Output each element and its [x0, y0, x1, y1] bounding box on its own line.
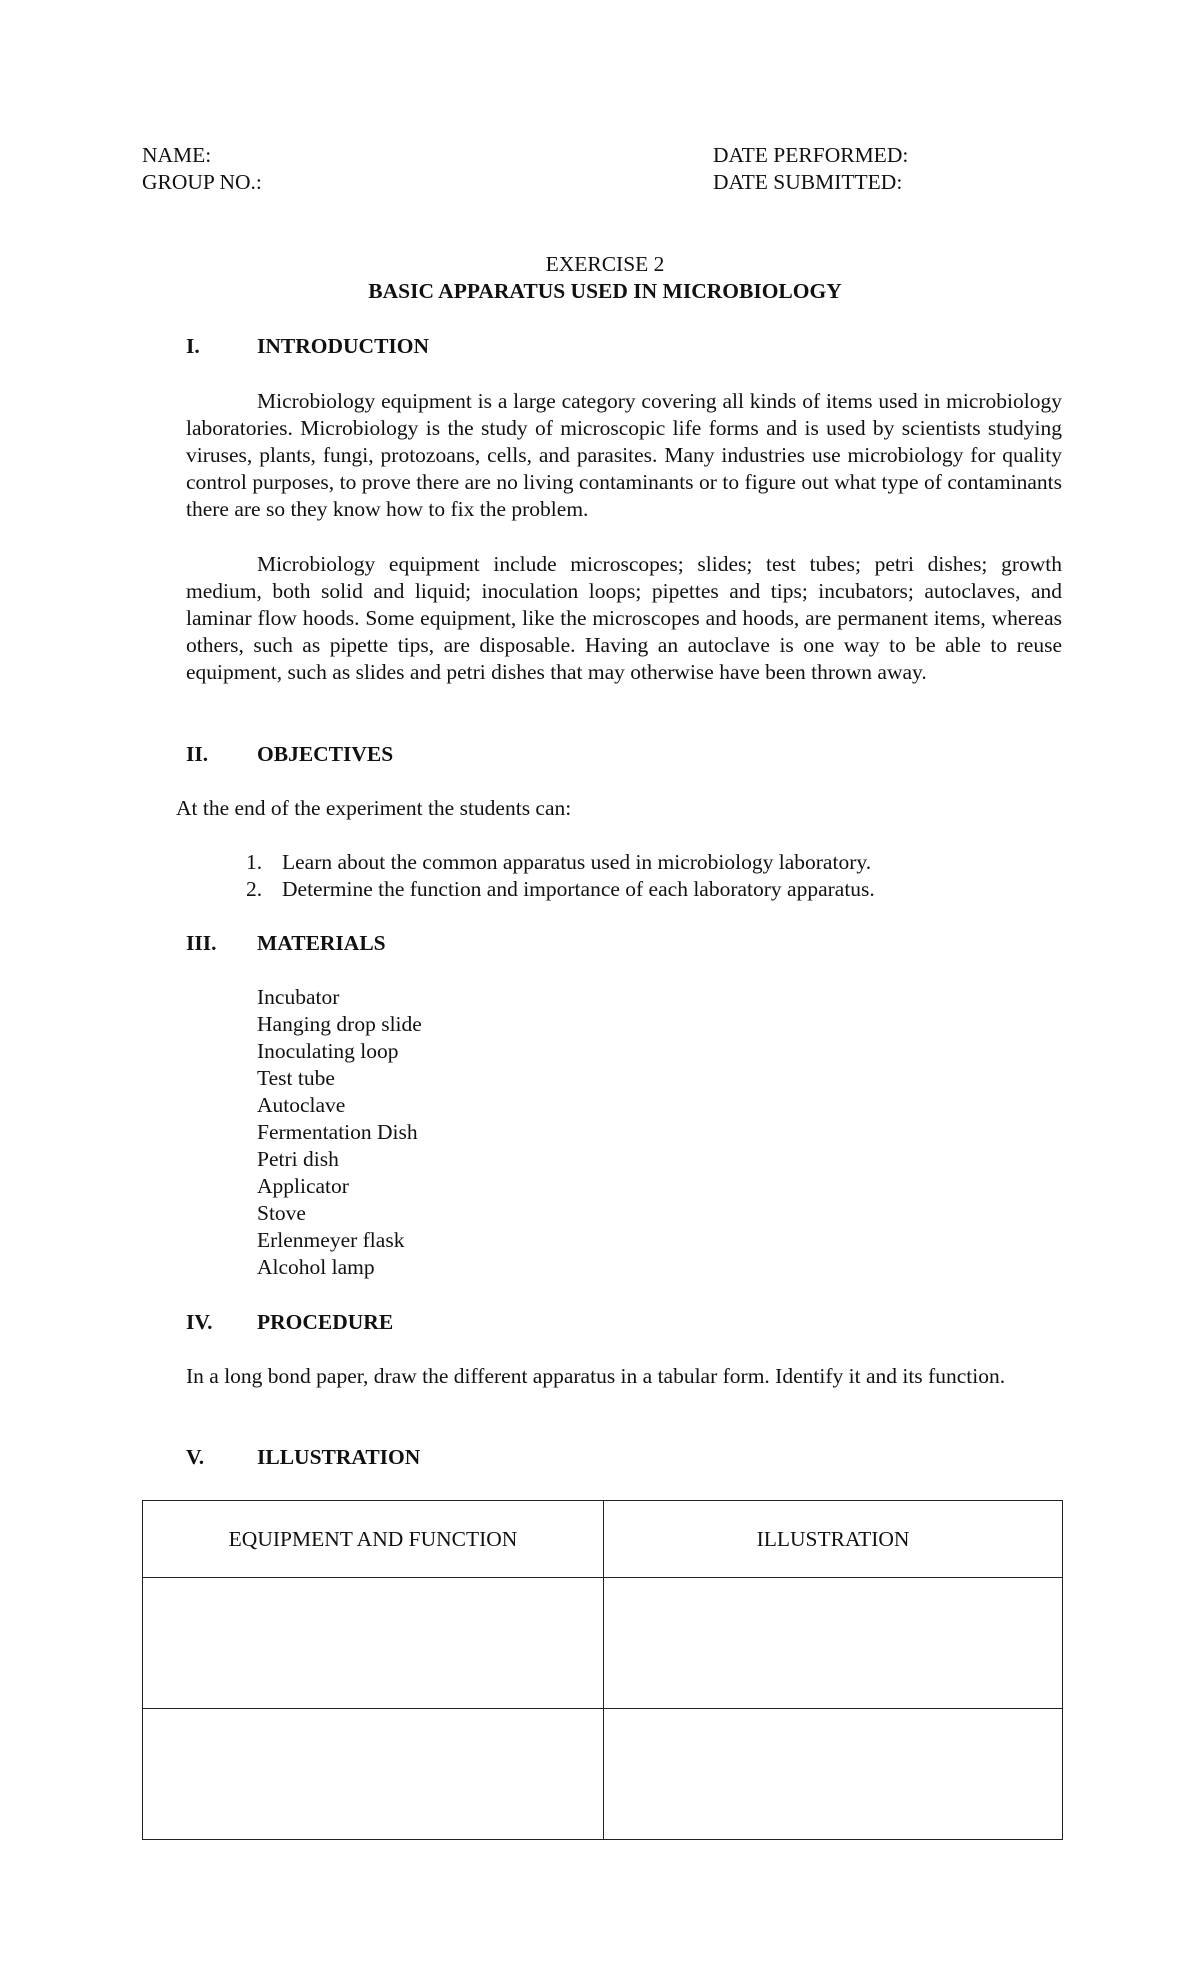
objective-number: 2. [246, 877, 263, 901]
list-item: Fermentation Dish [257, 1120, 418, 1144]
exercise-number: EXERCISE 2 [545, 252, 665, 276]
objective-text: Learn about the common apparatus used in microbiology laboratory. [282, 850, 872, 874]
table-cell-illustration[interactable] [604, 1709, 1063, 1840]
column-header-illustration: ILLUSTRATION [604, 1501, 1063, 1578]
exercise-title: BASIC APPARATUS USED IN MICROBIOLOGY [368, 279, 842, 303]
section-number-objectives: II. [186, 742, 209, 766]
introduction-paragraph-2-text: Microbiology equipment include microscopes; slides; test tubes; petri dishes; growth medium, both solid and liquid; inoculation loops; pipettes and tips; incubators; autoclaves, and laminar flow hoods. Some equipment, like the microscopes and hoods, are permanent items, whereas others, such as pipette tips, are disposable. Having an autoclave is one way to be able to reuse equipment, such as slides and petri dishes that may otherwise have been thrown away. [186, 552, 1062, 684]
section-title-objectives: OBJECTIVES [257, 742, 394, 766]
table-cell-equipment[interactable] [143, 1709, 604, 1840]
introduction-paragraph-1-text: Microbiology equipment is a large category covering all kinds of items used in microbiology laboratories. Microbiology is the study of microscopic life forms and is used by scientists studying viruses, plants, fungi, protozoans, cells, and parasites. Many industries use microbiology for quality control purposes, to prove there are no living contaminants or to figure out what type of contaminants there are so they know how to fix the problem. [186, 389, 1062, 521]
date-performed-label: DATE PERFORMED: [713, 143, 909, 167]
list-item: Autoclave [257, 1093, 346, 1117]
section-number-introduction: I. [186, 334, 200, 358]
table-cell-equipment[interactable] [143, 1578, 604, 1709]
list-item: Hanging drop slide [257, 1012, 422, 1036]
date-submitted-label: DATE SUBMITTED: [713, 170, 903, 194]
section-title-illustration: ILLUSTRATION [257, 1445, 421, 1469]
list-item: Test tube [257, 1066, 335, 1090]
table-row [143, 1578, 1063, 1709]
group-number-label: GROUP NO.: [142, 170, 262, 194]
list-item: Stove [257, 1201, 306, 1225]
illustration-table [142, 1500, 1063, 1840]
objective-text: Determine the function and importance of each laboratory apparatus. [282, 877, 875, 901]
list-item: Inoculating loop [257, 1039, 399, 1063]
table-cell-illustration[interactable] [604, 1578, 1063, 1709]
introduction-paragraph-2 [186, 551, 1062, 686]
section-title-materials: MATERIALS [257, 931, 386, 955]
section-number-illustration: V. [186, 1445, 205, 1469]
objectives-lead: At the end of the experiment the students can: [176, 796, 572, 820]
procedure-text: In a long bond paper, draw the different apparatus in a tabular form. Identify it and its function. [186, 1364, 1006, 1388]
name-label: NAME: [142, 143, 212, 167]
list-item [246, 849, 875, 876]
list-item: Incubator [257, 985, 340, 1009]
objective-number: 1. [246, 850, 263, 874]
list-item: Petri dish [257, 1147, 339, 1171]
table-row [143, 1709, 1063, 1840]
section-number-procedure: IV. [186, 1310, 213, 1334]
list-item: Alcohol lamp [257, 1255, 375, 1279]
list-item: Applicator [257, 1174, 349, 1198]
section-number-materials: III. [186, 931, 217, 955]
materials-list [257, 984, 422, 1281]
section-title-procedure: PROCEDURE [257, 1310, 394, 1334]
table-header-row [143, 1501, 1063, 1578]
list-item: Erlenmeyer flask [257, 1228, 405, 1252]
list-item [246, 876, 875, 903]
section-title-introduction: INTRODUCTION [257, 334, 430, 358]
column-header-equipment-function: EQUIPMENT AND FUNCTION [143, 1501, 604, 1578]
objectives-list [246, 849, 875, 903]
introduction-paragraph-1 [186, 388, 1062, 523]
